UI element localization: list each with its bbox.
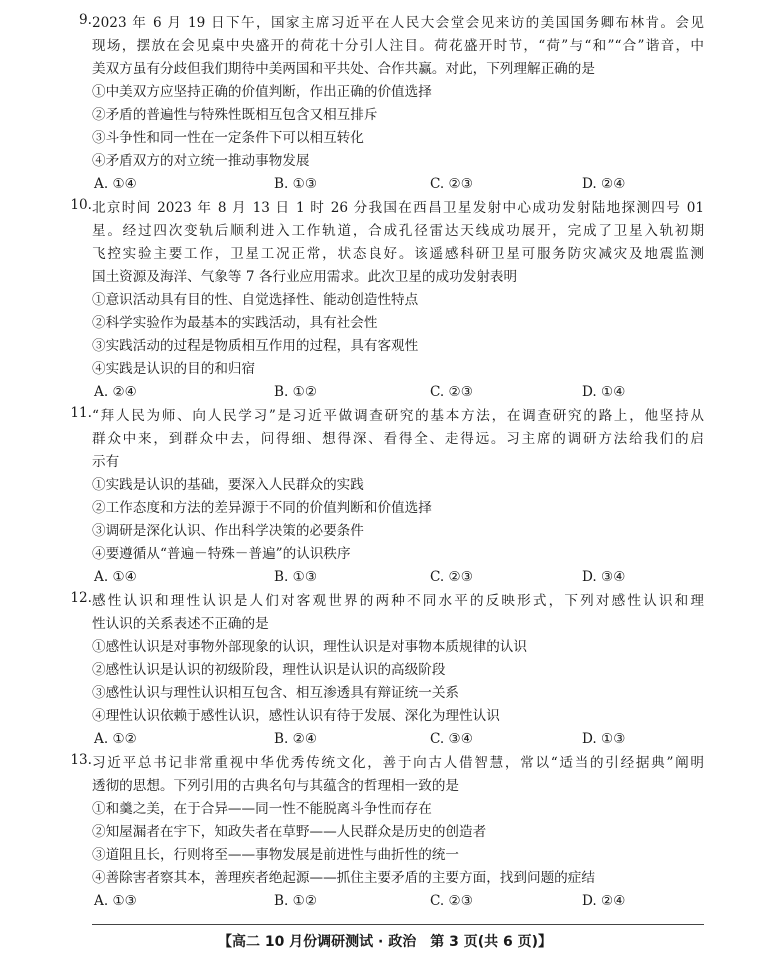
answer-choice-b[interactable]: B. ①③ bbox=[274, 569, 318, 585]
answer-choice-c[interactable]: C. ②③ bbox=[430, 176, 473, 192]
answer-choice-a[interactable]: A. ①④ bbox=[94, 569, 137, 585]
answer-choices bbox=[92, 173, 704, 196]
statement-option: ③斗争性和同一性在一定条件下可以相互转化 bbox=[92, 130, 364, 146]
statement-option: ①中美双方应坚持正确的价值判断，作出正确的价值选择 bbox=[92, 84, 432, 100]
answer-choices bbox=[92, 728, 704, 751]
statement-option: ②知屋漏者在宇下，知政失者在草野——人民群众是历史的创造者 bbox=[92, 824, 487, 840]
question-9 bbox=[79, 12, 704, 196]
statement-option: ④要遵循从“普遍－特殊－普遍”的认识秩序 bbox=[92, 546, 351, 562]
question-stem-line: 美双方虽有分歧但我们期待中美两国和平共处、合作共赢。对此，下列理解正确的是 bbox=[92, 61, 595, 77]
question-stem-line: 国土资源及海洋、气象等 7 各行业应用需求。此次卫星的成功发射表明 bbox=[92, 269, 518, 285]
answer-choice-c[interactable]: C. ②③ bbox=[430, 569, 473, 585]
question-stem-line: 北京时间 2023 年 8 月 13 日 1 时 26 分我国在西昌卫星发射中心成功发射陆地探测四号 01 bbox=[92, 200, 704, 216]
question-number: 10. bbox=[70, 197, 92, 213]
answer-choice-a[interactable]: A. ①② bbox=[94, 731, 137, 747]
statement-option: ①实践是认识的基础，要深入人民群众的实践 bbox=[92, 477, 364, 493]
statement-option: ②感性认识是认识的初级阶段，理性认识是认识的高级阶段 bbox=[92, 662, 446, 678]
question-number: 11. bbox=[70, 405, 92, 421]
question-stem-line: 现场，摆放在会见桌中央盛开的荷花十分引人注目。荷花盛开时节，“荷”与“和”“合”谐音，中 bbox=[92, 38, 704, 54]
footer-divider bbox=[92, 924, 704, 925]
statement-option: ③道阻且长，行则将至——事物发展是前进性与曲折性的统一 bbox=[92, 847, 460, 863]
question-stem-line: 飞控实验主要工作，卫星工况正常，状态良好。该遥感科研卫星可服务防灾减灾及地震监测 bbox=[92, 246, 704, 262]
statement-option: ④理性认识依赖于感性认识，感性认识有待于发展、深化为理性认识 bbox=[92, 708, 500, 724]
answer-choice-d[interactable]: D. ①④ bbox=[582, 384, 626, 400]
question-stem-line: “拜人民为师、向人民学习”是习近平做调查研究的基本方法，在调查研究的路上，他坚持从 bbox=[92, 408, 704, 424]
question-stem-line: 星。经过四次变轨后顺利进入工作轨道，合成孔径雷达天线成功展开，完成了卫星入轨初期 bbox=[92, 223, 704, 239]
statement-option: ①意识活动具有目的性、自觉选择性、能动创造性特点 bbox=[92, 292, 419, 308]
answer-choice-d[interactable]: D. ②④ bbox=[582, 176, 626, 192]
question-stem-line: 2023 年 6 月 19 日下午，国家主席习近平在人民大会堂会见来访的美国国务卿布林肯。会见 bbox=[92, 15, 704, 31]
answer-choice-d[interactable]: D. ②④ bbox=[582, 893, 626, 909]
answer-choice-b[interactable]: B. ①② bbox=[274, 893, 318, 909]
answer-choice-c[interactable]: C. ②③ bbox=[430, 893, 473, 909]
statement-option: ④矛盾双方的对立统一推动事物发展 bbox=[92, 153, 310, 169]
question-stem-line: 群众中来，到群众中去，问得细、想得深、看得全、走得远。习主席的调研方法给我们的启 bbox=[92, 431, 704, 447]
statement-option: ③实践活动的过程是物质相互作用的过程，具有客观性 bbox=[92, 338, 419, 354]
question-stem-line: 透彻的思想。下列引用的古典名句与其蕴含的哲理相一致的是 bbox=[92, 778, 460, 794]
answer-choice-c[interactable]: C. ②③ bbox=[430, 384, 473, 400]
statement-option: ④善除害者察其本，善理疾者绝起源——抓住主要矛盾的主要方面，找到问题的症结 bbox=[92, 870, 595, 886]
question-stem-line: 示有 bbox=[92, 454, 120, 470]
answer-choices bbox=[92, 890, 704, 913]
answer-choice-c[interactable]: C. ③④ bbox=[430, 731, 473, 747]
question-13 bbox=[70, 752, 704, 913]
question-number: 9. bbox=[79, 12, 92, 28]
question-stem-line: 习近平总书记非常重视中华优秀传统文化，善于向古人借智慧，常以“适当的引经据典”阐明 bbox=[92, 755, 704, 771]
answer-choices bbox=[92, 566, 704, 589]
question-stem-line: 感性认识和理性认识是人们对客观世界的两种不同水平的反映形式，下列对感性认识和理 bbox=[92, 593, 704, 609]
statement-option: ①和羹之美，在于合异——同一性不能脱离斗争性而存在 bbox=[92, 801, 432, 817]
statement-option: ③调研是深化认识、作出科学决策的必要条件 bbox=[92, 523, 364, 539]
page-footer: 【高二 10 月份调研测试 · 政治 第 3 页(共 6 页)】 bbox=[217, 934, 553, 950]
answer-choice-d[interactable]: D. ①③ bbox=[582, 731, 626, 747]
question-stem-line: 性认识的关系表述不正确的是 bbox=[92, 616, 269, 632]
question-11 bbox=[70, 405, 704, 589]
answer-choice-a[interactable]: A. ①④ bbox=[94, 176, 137, 192]
statement-option: ②矛盾的普遍性与特殊性既相互包含又相互排斥 bbox=[92, 107, 378, 123]
question-number: 12. bbox=[70, 590, 92, 606]
answer-choice-a[interactable]: A. ②④ bbox=[94, 384, 137, 400]
answer-choice-b[interactable]: B. ②④ bbox=[274, 731, 318, 747]
question-12 bbox=[70, 590, 704, 751]
question-number: 13. bbox=[70, 752, 92, 768]
question-10 bbox=[70, 197, 704, 404]
answer-choice-a[interactable]: A. ①③ bbox=[94, 893, 137, 909]
answer-choice-b[interactable]: B. ①② bbox=[274, 384, 318, 400]
answer-choice-b[interactable]: B. ①③ bbox=[274, 176, 318, 192]
statement-option: ③感性认识与理性认识相互包含、相互渗透具有辩证统一关系 bbox=[92, 685, 460, 701]
statement-option: ②科学实验作为最基本的实践活动，具有社会性 bbox=[92, 315, 378, 331]
answer-choices bbox=[92, 381, 704, 404]
answer-choice-d[interactable]: D. ③④ bbox=[582, 569, 626, 585]
statement-option: ①感性认识是对事物外部现象的认识，理性认识是对事物本质规律的认识 bbox=[92, 639, 527, 655]
statement-option: ②工作态度和方法的差异源于不同的价值判断和价值选择 bbox=[92, 500, 432, 516]
statement-option: ④实践是认识的目的和归宿 bbox=[92, 361, 256, 377]
